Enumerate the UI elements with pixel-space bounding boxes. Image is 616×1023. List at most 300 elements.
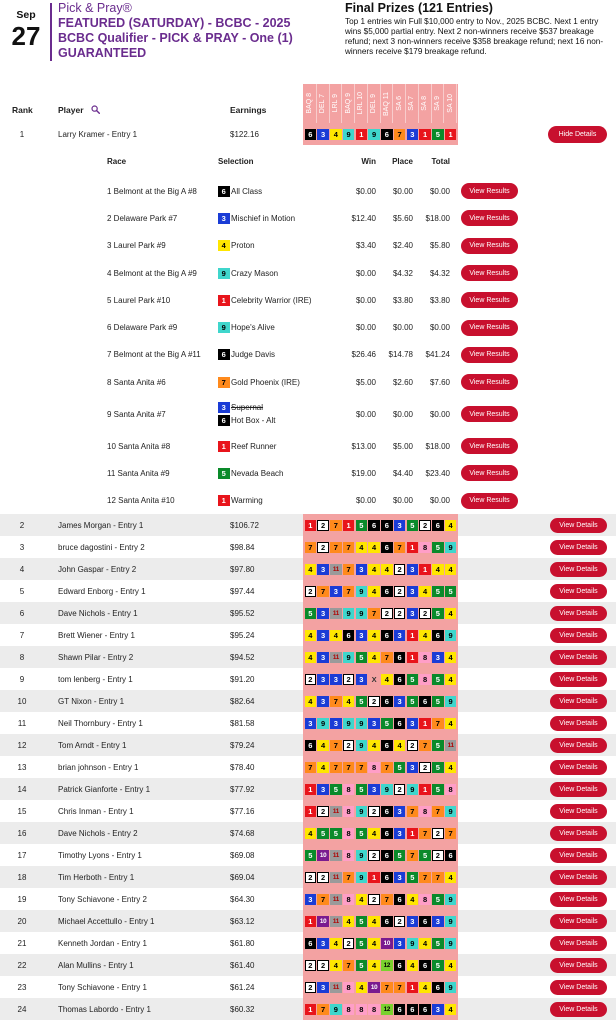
pick-cell xyxy=(393,916,406,927)
saddle-cloth: 11 xyxy=(330,806,342,817)
saddle-cloth: 9 xyxy=(445,938,457,949)
saddle-cloth: 4 xyxy=(445,960,457,971)
pick-cell xyxy=(381,674,394,685)
earnings-value: $97.44 xyxy=(230,586,255,596)
pick-cell xyxy=(317,982,330,993)
view-details-button[interactable]: View Details xyxy=(550,914,607,929)
pick-cell xyxy=(304,718,317,729)
pick-cell xyxy=(330,828,343,839)
view-details-button[interactable]: View Details xyxy=(550,848,607,863)
pick-cell xyxy=(432,1004,445,1015)
saddle-cloth: 6 xyxy=(394,652,406,663)
view-details-button[interactable]: View Details xyxy=(550,606,607,621)
saddle-cloth: 11 xyxy=(330,916,342,927)
saddle-cloth: 7 xyxy=(394,129,406,140)
saddle-cloth: 11 xyxy=(330,850,342,861)
pick-cell xyxy=(444,718,457,729)
pick-cell xyxy=(419,850,432,861)
saddle-cloth: 7 xyxy=(343,586,355,597)
saddle-cloth: 3 xyxy=(432,652,444,663)
total-amount: $18.00 xyxy=(425,213,450,223)
view-details-button[interactable]: View Details xyxy=(550,738,607,753)
pick-cell xyxy=(317,784,330,795)
pick-cell xyxy=(444,608,457,619)
saddle-cloth: 2 xyxy=(368,806,380,817)
pick-cell xyxy=(317,828,330,839)
player-name: Timothy Lyons - Entry 1 xyxy=(58,850,142,860)
hide-details-button[interactable]: Hide Details xyxy=(548,126,607,143)
win-amount: $0.00 xyxy=(355,186,376,196)
pick-cell xyxy=(330,806,343,817)
saddle-cloth: 9 xyxy=(356,850,368,861)
pick-cell xyxy=(406,520,419,531)
view-results-button[interactable]: View Results xyxy=(461,347,518,363)
pick-cell xyxy=(444,850,457,861)
saddle-cloth: 2 xyxy=(343,938,355,949)
saddle-cloth: 5 xyxy=(356,784,368,795)
saddle-cloth: 6 xyxy=(407,1004,419,1015)
standings-row xyxy=(0,580,616,602)
view-details-button[interactable]: View Details xyxy=(550,892,607,907)
pick-cell xyxy=(355,828,368,839)
view-results-button[interactable]: View Results xyxy=(461,210,518,226)
pick-cell xyxy=(381,784,394,795)
saddle-cloth: 2 xyxy=(394,608,406,619)
view-details-button[interactable]: View Details xyxy=(550,936,607,951)
selection-line xyxy=(218,212,335,225)
saddle-cloth: 5 xyxy=(356,916,368,927)
pick-cell xyxy=(368,784,381,795)
rank-value: 15 xyxy=(17,806,27,816)
view-details-button[interactable]: View Details xyxy=(550,518,607,533)
saddle-cloth: 9 xyxy=(356,718,368,729)
pick-cell xyxy=(304,740,317,751)
pick-cell xyxy=(406,806,419,817)
saddle-cloth: 4 xyxy=(305,828,317,839)
pick-cell xyxy=(304,564,317,575)
pick-cell xyxy=(330,872,343,883)
saddle-cloth: 9 xyxy=(343,718,355,729)
pick-cell xyxy=(317,718,330,729)
pick-cell xyxy=(330,762,343,773)
saddle-cloth: 7 xyxy=(317,894,329,905)
pick-cell xyxy=(342,652,355,663)
pick-cell xyxy=(419,982,432,993)
saddle-cloth: 5 xyxy=(394,850,406,861)
race-column-header xyxy=(368,84,381,123)
pick-cell xyxy=(419,586,432,597)
race-name: 6 Delaware Park #9 xyxy=(107,323,178,333)
details-header-race: Race xyxy=(107,156,127,166)
saddle-cloth: 3 xyxy=(317,696,329,707)
selection xyxy=(218,185,335,198)
earnings-value: $95.24 xyxy=(230,630,255,640)
pick-cell xyxy=(406,960,419,971)
selection xyxy=(218,348,335,361)
saddle-cloth: 8 xyxy=(368,1004,380,1015)
saddle-cloth: 2 xyxy=(432,828,444,839)
saddle-cloth: 4 xyxy=(394,740,406,751)
saddle-cloth: 3 xyxy=(305,894,317,905)
pick-cell xyxy=(419,806,432,817)
pick-cell xyxy=(393,762,406,773)
earnings-value: $95.52 xyxy=(230,608,255,618)
saddle-cloth: 9 xyxy=(218,268,230,279)
pick-cell xyxy=(330,542,343,553)
saddle-cloth: 4 xyxy=(445,674,457,685)
pick-cell xyxy=(355,586,368,597)
view-details-button[interactable]: View Details xyxy=(550,716,607,731)
saddle-cloth: 3 xyxy=(407,564,419,575)
saddle-cloth: 5 xyxy=(432,938,444,949)
saddle-cloth: 10 xyxy=(381,938,393,949)
pick-cell xyxy=(304,938,317,949)
race-name: 5 Laurel Park #10 xyxy=(107,295,171,305)
race-name: 3 Laurel Park #9 xyxy=(107,241,166,251)
win-amount: $26.46 xyxy=(351,350,376,360)
saddle-cloth: 7 xyxy=(381,762,393,773)
win-amount: $12.40 xyxy=(351,213,376,223)
place-amount: $4.32 xyxy=(392,268,413,278)
saddle-cloth: 5 xyxy=(432,674,444,685)
race-column-header xyxy=(355,84,368,123)
pick-cell xyxy=(330,960,343,971)
pick-cell xyxy=(419,630,432,641)
pick-cell xyxy=(355,630,368,641)
saddle-cloth: 3 xyxy=(368,718,380,729)
pick-cell xyxy=(342,696,355,707)
view-results-button[interactable]: View Results xyxy=(461,265,518,281)
saddle-cloth: 7 xyxy=(218,377,230,388)
view-results-button[interactable]: View Results xyxy=(461,406,518,422)
saddle-cloth: 4 xyxy=(445,608,457,619)
player-name: Tim Herboth - Entry 1 xyxy=(58,872,135,882)
pick-cell xyxy=(317,608,330,619)
pick-cell xyxy=(330,652,343,663)
pick-cell xyxy=(381,1004,394,1015)
pick-cell xyxy=(419,740,432,751)
saddle-cloth: 1 xyxy=(419,129,431,140)
pick-cell xyxy=(330,982,343,993)
view-results-button[interactable]: View Results xyxy=(461,183,518,199)
pick-cell xyxy=(381,916,394,927)
saddle-cloth: 7 xyxy=(330,762,342,773)
view-details-button[interactable]: View Details xyxy=(550,628,607,643)
saddle-cloth: 8 xyxy=(419,542,431,553)
pick-cell xyxy=(330,894,343,905)
saddle-cloth: 2 xyxy=(407,740,419,751)
saddle-cloth: 4 xyxy=(343,696,355,707)
pick-cell xyxy=(444,129,457,140)
pick-cell xyxy=(330,520,343,531)
saddle-cloth: 11 xyxy=(330,652,342,663)
player-name: Larry Kramer - Entry 1 xyxy=(58,129,138,139)
pick-cell xyxy=(393,894,406,905)
pick-cell xyxy=(393,938,406,949)
view-details-button[interactable]: View Details xyxy=(550,804,607,819)
win-amount: $13.00 xyxy=(351,441,376,451)
saddle-cloth: 1 xyxy=(407,982,419,993)
view-details-button[interactable]: View Details xyxy=(550,870,607,885)
pick-cell xyxy=(317,850,330,861)
pick-cell xyxy=(419,916,432,927)
pick-cell xyxy=(368,520,381,531)
win-amount: $3.40 xyxy=(355,241,376,251)
total-amount: $0.00 xyxy=(429,496,450,506)
saddle-cloth: 7 xyxy=(445,828,457,839)
saddle-cloth: 4 xyxy=(368,960,380,971)
view-details-button[interactable]: View Details xyxy=(550,650,607,665)
pick-cell xyxy=(330,630,343,641)
details-row xyxy=(0,369,616,396)
race-column-header xyxy=(304,84,317,123)
pick-cell xyxy=(393,718,406,729)
saddle-cloth: 7 xyxy=(419,740,431,751)
pick-cell xyxy=(406,850,419,861)
pick-cell xyxy=(419,894,432,905)
pick-cell xyxy=(393,806,406,817)
win-amount: $0.00 xyxy=(355,409,376,419)
saddle-cloth: 7 xyxy=(343,960,355,971)
saddle-cloth: 6 xyxy=(381,542,393,553)
earnings-value: $106.72 xyxy=(230,520,259,530)
saddle-cloth: 4 xyxy=(445,718,457,729)
pick-cell xyxy=(444,564,457,575)
earnings-value: $69.04 xyxy=(230,872,255,882)
pick-cell xyxy=(342,894,355,905)
saddle-cloth: 3 xyxy=(317,674,329,685)
pick-cell xyxy=(317,586,330,597)
saddle-cloth: 3 xyxy=(317,938,329,949)
view-details-button[interactable]: View Details xyxy=(550,980,607,995)
pick-cell xyxy=(419,1004,432,1015)
view-results-button[interactable]: View Results xyxy=(461,493,518,509)
saddle-cloth: 4 xyxy=(445,652,457,663)
saddle-cloth: 4 xyxy=(368,586,380,597)
picks-strip xyxy=(303,976,458,998)
race-column-header xyxy=(419,84,432,123)
pick-cell xyxy=(432,894,445,905)
standings-row xyxy=(0,602,616,624)
contest-title xyxy=(58,1,293,61)
details-row xyxy=(0,396,616,433)
prize-description: Top 1 entries win Full $10,000 entry to Nov., 2025 BCBC. Next 1 entry wins $5,000 partial entry. Next 2 non-winners receive $537 breakage refund; next 3 non-winners receive $358 breakage refund; next 16 non-winners receive $179 breakage refund. xyxy=(345,16,604,57)
saddle-cloth: 9 xyxy=(445,630,457,641)
pick-cell xyxy=(368,718,381,729)
pick-cell xyxy=(317,129,330,140)
saddle-cloth: 11 xyxy=(330,982,342,993)
rank-value: 24 xyxy=(17,1004,27,1014)
saddle-cloth: 6 xyxy=(381,828,393,839)
saddle-cloth: 3 xyxy=(356,630,368,641)
pick-cell xyxy=(330,1004,343,1015)
pick-cell xyxy=(381,586,394,597)
view-details-button[interactable]: View Details xyxy=(550,694,607,709)
saddle-cloth: 5 xyxy=(356,960,368,971)
pick-cell xyxy=(355,938,368,949)
pick-cell xyxy=(432,784,445,795)
details-row xyxy=(0,341,616,368)
saddle-cloth: 6 xyxy=(381,916,393,927)
pick-cell xyxy=(304,894,317,905)
saddle-cloth: 6 xyxy=(381,586,393,597)
race-name: 12 Santa Anita #10 xyxy=(107,496,175,506)
standings-row xyxy=(0,668,616,690)
pick-cell xyxy=(432,828,445,839)
race-label: BAQ 8 xyxy=(306,93,314,114)
pick-cell xyxy=(393,520,406,531)
saddle-cloth: 3 xyxy=(305,718,317,729)
saddle-cloth: 7 xyxy=(419,872,431,883)
pick-cell xyxy=(355,674,368,685)
column-header-earnings: Earnings xyxy=(230,105,267,115)
pick-cell xyxy=(393,872,406,883)
saddle-cloth: 3 xyxy=(330,674,342,685)
race-name: 4 Belmont at the Big A #9 xyxy=(107,268,197,278)
total-amount: $0.00 xyxy=(429,186,450,196)
earnings-value: $60.32 xyxy=(230,1004,255,1014)
standings-row xyxy=(0,778,616,800)
picks-strip xyxy=(303,888,458,910)
saddle-cloth: 9 xyxy=(381,784,393,795)
standings-row xyxy=(0,844,616,866)
earnings-value: $77.92 xyxy=(230,784,255,794)
saddle-cloth: 5 xyxy=(305,850,317,861)
horse-name: Mischief in Motion xyxy=(231,213,296,223)
pick-cell xyxy=(368,696,381,707)
pick-cell xyxy=(432,938,445,949)
view-details-button[interactable]: View Details xyxy=(550,672,607,687)
prize-summary xyxy=(345,1,613,58)
saddle-cloth: 3 xyxy=(317,982,329,993)
player-name: Brett Wiener - Entry 1 xyxy=(58,630,135,640)
race-label: BAQ 9 xyxy=(344,93,352,114)
race-column-header xyxy=(444,84,457,123)
pick-cell xyxy=(342,740,355,751)
pick-cell xyxy=(381,129,394,140)
pick-cell xyxy=(368,564,381,575)
pick-cell xyxy=(304,806,317,817)
picks-strip xyxy=(303,580,458,602)
saddle-cloth: 6 xyxy=(381,806,393,817)
pick-cell xyxy=(317,674,330,685)
saddle-cloth: 2 xyxy=(394,564,406,575)
saddle-cloth: 7 xyxy=(343,762,355,773)
view-details-button[interactable]: View Details xyxy=(550,826,607,841)
saddle-cloth: 1 xyxy=(305,916,317,927)
details-header xyxy=(0,150,616,172)
view-results-button[interactable]: View Results xyxy=(461,465,518,481)
view-results-button[interactable]: View Results xyxy=(461,374,518,390)
saddle-cloth: 9 xyxy=(445,916,457,927)
earnings-value: $122.16 xyxy=(230,129,259,139)
view-results-button[interactable]: View Results xyxy=(461,438,518,454)
pick-cell xyxy=(432,630,445,641)
standings-row xyxy=(0,910,616,932)
saddle-cloth: 5 xyxy=(432,762,444,773)
pick-cell xyxy=(355,652,368,663)
saddle-cloth: 7 xyxy=(407,850,419,861)
rank-value: 19 xyxy=(17,894,27,904)
rank-value: 14 xyxy=(17,784,27,794)
saddle-cloth: 4 xyxy=(317,762,329,773)
saddle-cloth: 3 xyxy=(432,916,444,927)
saddle-cloth: 7 xyxy=(381,652,393,663)
view-details-button[interactable]: View Details xyxy=(550,584,607,599)
pick-cell xyxy=(432,806,445,817)
view-results-button[interactable]: View Results xyxy=(461,238,518,254)
saddle-cloth: 9 xyxy=(356,608,368,619)
view-details-button[interactable]: View Details xyxy=(550,540,607,555)
win-amount: $0.00 xyxy=(355,496,376,506)
selection-line xyxy=(218,440,335,453)
earnings-value: $77.16 xyxy=(230,806,255,816)
selection xyxy=(218,376,335,389)
pick-cell xyxy=(355,1004,368,1015)
view-details-button[interactable]: View Details xyxy=(550,1002,607,1017)
saddle-cloth: 9 xyxy=(445,982,457,993)
pick-cell xyxy=(330,696,343,707)
view-results-button[interactable]: View Results xyxy=(461,320,518,336)
saddle-cloth: 3 xyxy=(218,402,230,413)
place-amount: $0.00 xyxy=(392,496,413,506)
earnings-value: $94.52 xyxy=(230,652,255,662)
saddle-cloth: 6 xyxy=(394,960,406,971)
picks-strip xyxy=(303,866,458,888)
saddle-cloth: 5 xyxy=(432,894,444,905)
view-details-button[interactable]: View Details xyxy=(550,782,607,797)
pick-cell xyxy=(444,586,457,597)
place-amount: $3.80 xyxy=(392,295,413,305)
pick-cell xyxy=(304,129,317,140)
win-amount: $0.00 xyxy=(355,295,376,305)
picks-strip xyxy=(303,822,458,844)
pick-cell xyxy=(419,938,432,949)
saddle-cloth: 7 xyxy=(368,608,380,619)
standings-row xyxy=(0,976,616,998)
horse-name: Supernal xyxy=(231,403,264,413)
pick-cell xyxy=(330,608,343,619)
saddle-cloth: 5 xyxy=(432,696,444,707)
search-icon[interactable] xyxy=(91,105,100,114)
pick-cell xyxy=(419,564,432,575)
saddle-cloth: 6 xyxy=(419,696,431,707)
saddle-cloth: 6 xyxy=(381,872,393,883)
selection-line xyxy=(218,239,335,252)
saddle-cloth: 5 xyxy=(330,784,342,795)
pick-cell xyxy=(444,894,457,905)
place-amount: $5.60 xyxy=(392,213,413,223)
player-name: Kenneth Jordan - Entry 1 xyxy=(58,938,147,948)
picks-strip xyxy=(303,514,458,536)
saddle-cloth: 4 xyxy=(419,586,431,597)
saddle-cloth: 8 xyxy=(368,762,380,773)
pick-cell xyxy=(381,696,394,707)
saddle-cloth: 7 xyxy=(432,718,444,729)
pick-cell xyxy=(368,630,381,641)
view-results-button[interactable]: View Results xyxy=(461,292,518,308)
standings-row xyxy=(0,514,616,536)
view-details-button[interactable]: View Details xyxy=(550,958,607,973)
leader-row-container xyxy=(0,123,616,145)
view-details-button[interactable]: View Details xyxy=(550,760,607,775)
pick-cell xyxy=(393,1004,406,1015)
earnings-value: $79.24 xyxy=(230,740,255,750)
saddle-cloth: 11 xyxy=(330,608,342,619)
horse-name: Reef Runner xyxy=(231,441,277,451)
saddle-cloth: 3 xyxy=(394,630,406,641)
view-details-button[interactable]: View Details xyxy=(550,562,607,577)
